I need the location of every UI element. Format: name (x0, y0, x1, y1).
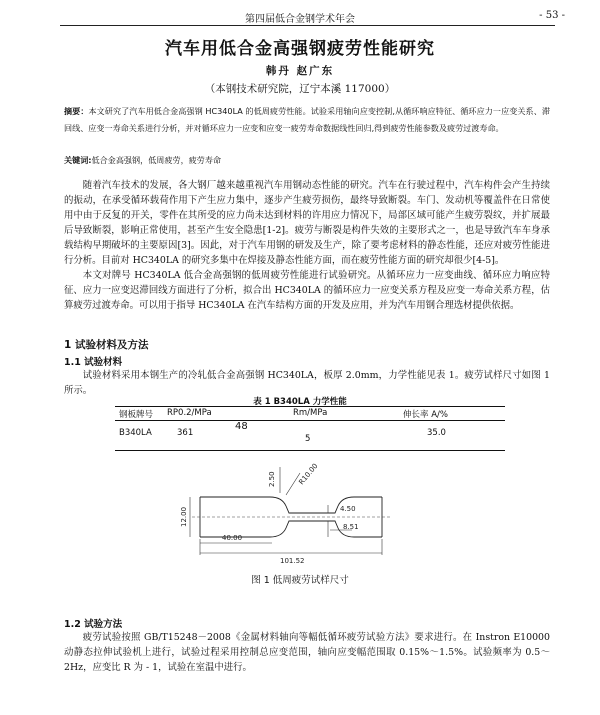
authors: 韩丹 赵广东 (265, 65, 335, 77)
table-header-grade: 钢板牌号 (119, 410, 154, 420)
paper-title: 汽车用低合金高强钢疲劳性能研究 (165, 39, 435, 59)
dim-2-50: 2.50 (268, 471, 276, 487)
dim-r10: R10.00 (297, 462, 320, 487)
running-header: 第四届低合金钢学术年会 (245, 14, 355, 25)
page-number: - 53 - (539, 10, 565, 21)
table-cell-tensile-a: 48 (235, 421, 248, 432)
materials-paragraph: 试验材料采用本钢生产的冷轧低合金高强钢 HC340LA，板厚 2.0mm，力学性能见表 1。疲劳试样尺寸如图 1 所示。 (64, 370, 550, 396)
dim-12-00: 12.00 (180, 506, 188, 527)
keywords-label: 关键词: (64, 155, 92, 165)
abstract-text: 本文研究了汽车用低合金高强钢 HC340LA 的低周疲劳性能。试验采用轴向应变控制,从循环响应特征、循环应力一应变关系、滞回线、应变一寿命关系进行分析，并对循环应力一应变和应变一疲劳寿命数据线性回归,得到疲劳性能参数及疲劳过渡寿命。 (64, 106, 550, 133)
table-header-yield: RP0.2/MPa (167, 408, 212, 418)
section-heading: 1 试验材料及方法 (64, 339, 149, 351)
dim-4-50: 4.50 (340, 505, 356, 513)
abstract (64, 103, 550, 137)
table-cell-elongation: 35.0 (427, 428, 446, 438)
table-header-tensile: Rm/MPa (293, 408, 328, 418)
table-top-rule (115, 406, 505, 407)
affiliation: （本钢技术研究院，辽宁本溪 117000） (204, 83, 396, 95)
dim-40-00: 40.00 (222, 534, 243, 542)
specimen-drawing (160, 455, 430, 565)
intro-paragraph-1: 随着汽车技术的发展，各大钢厂越来越重视汽车用钢动态性能的研究。汽车在行驶过程中，汽车构件会产生持续的振动，在承受循环载荷作用下产生应力集中，逐步产生疲劳损伤，最终导致断裂。车门、发动机等覆盖件在日常使用中由于反复的开关，零件在其所受的应力尚未达到材料的许用应力情况下，局部区域可能产生疲劳裂纹，并扩展最后导致断裂，影响正常使用，甚至产生安全隐患[1-2]。疲劳与断裂是构件失效的主要形式之一，也是导致汽车车身承载结构早期破坏的主要原因[3]。因此，对于汽车用钢的研发及生产，除了要考虑材料的静态性能，还应对疲劳性能进行分析。目前对 HC340LA 的研究多集中在焊接及静态性能方面，而在疲劳性能方面的研究却很少[4-5]。 (64, 180, 550, 266)
header-rule (60, 25, 555, 26)
table-header-elongation: 伸长率 A/% (403, 410, 448, 420)
table-caption: 表 1 B340LA 力学性能 (253, 397, 347, 407)
mechanical-properties-table (115, 406, 505, 452)
keywords (64, 155, 550, 166)
subsection-heading-1-2: 1.2 试验方法 (64, 619, 123, 630)
methods-paragraph: 疲劳试验按照 GB/T15248－2008《金属材料轴向等幅低循环疲劳试验方法》要求进行。在 Instron E10000 动静态拉伸试验机上进行，试验过程采用控制总应变范围，轴向应变幅范围取 0.15%～1.5%。试验频率为 0.5～2Hz，应变比 R 为 - 1，试验在室温中进行。 (64, 632, 550, 673)
keywords-text: 低合金高强钢，低周疲劳，疲劳寿命 (91, 155, 222, 165)
table-cell-yield: 361 (177, 428, 194, 438)
table-cell-grade: B340LA (119, 428, 152, 438)
intro-paragraph-2: 本文对牌号 HC340LA 低合金高强钢的低周疲劳性能进行试验研究。从循环应力一应变曲线、循环应力响应特征、应力一应变迟滞回线方面进行了分析，拟合出 HC340LA 的循环应力一应变关系方程及应变一寿命关系方程，估算疲劳过渡寿命。可以用于指导 HC340LA 在汽车结构方面的开发及应用，并为汽车用钢合理选材提供依据。 (64, 270, 550, 311)
table-mid-rule (115, 420, 505, 421)
figure-caption: 图 1 低周疲劳试样尺寸 (251, 575, 349, 586)
abstract-label: 摘要： (64, 106, 89, 116)
table-bottom-rule (115, 450, 505, 451)
table-cell-tensile-b: 5 (305, 434, 311, 444)
subsection-heading-1-1: 1.1 试验材料 (64, 357, 123, 368)
dim-8-51: 8.51 (343, 523, 359, 531)
dim-101-52: 101.52 (280, 557, 305, 565)
